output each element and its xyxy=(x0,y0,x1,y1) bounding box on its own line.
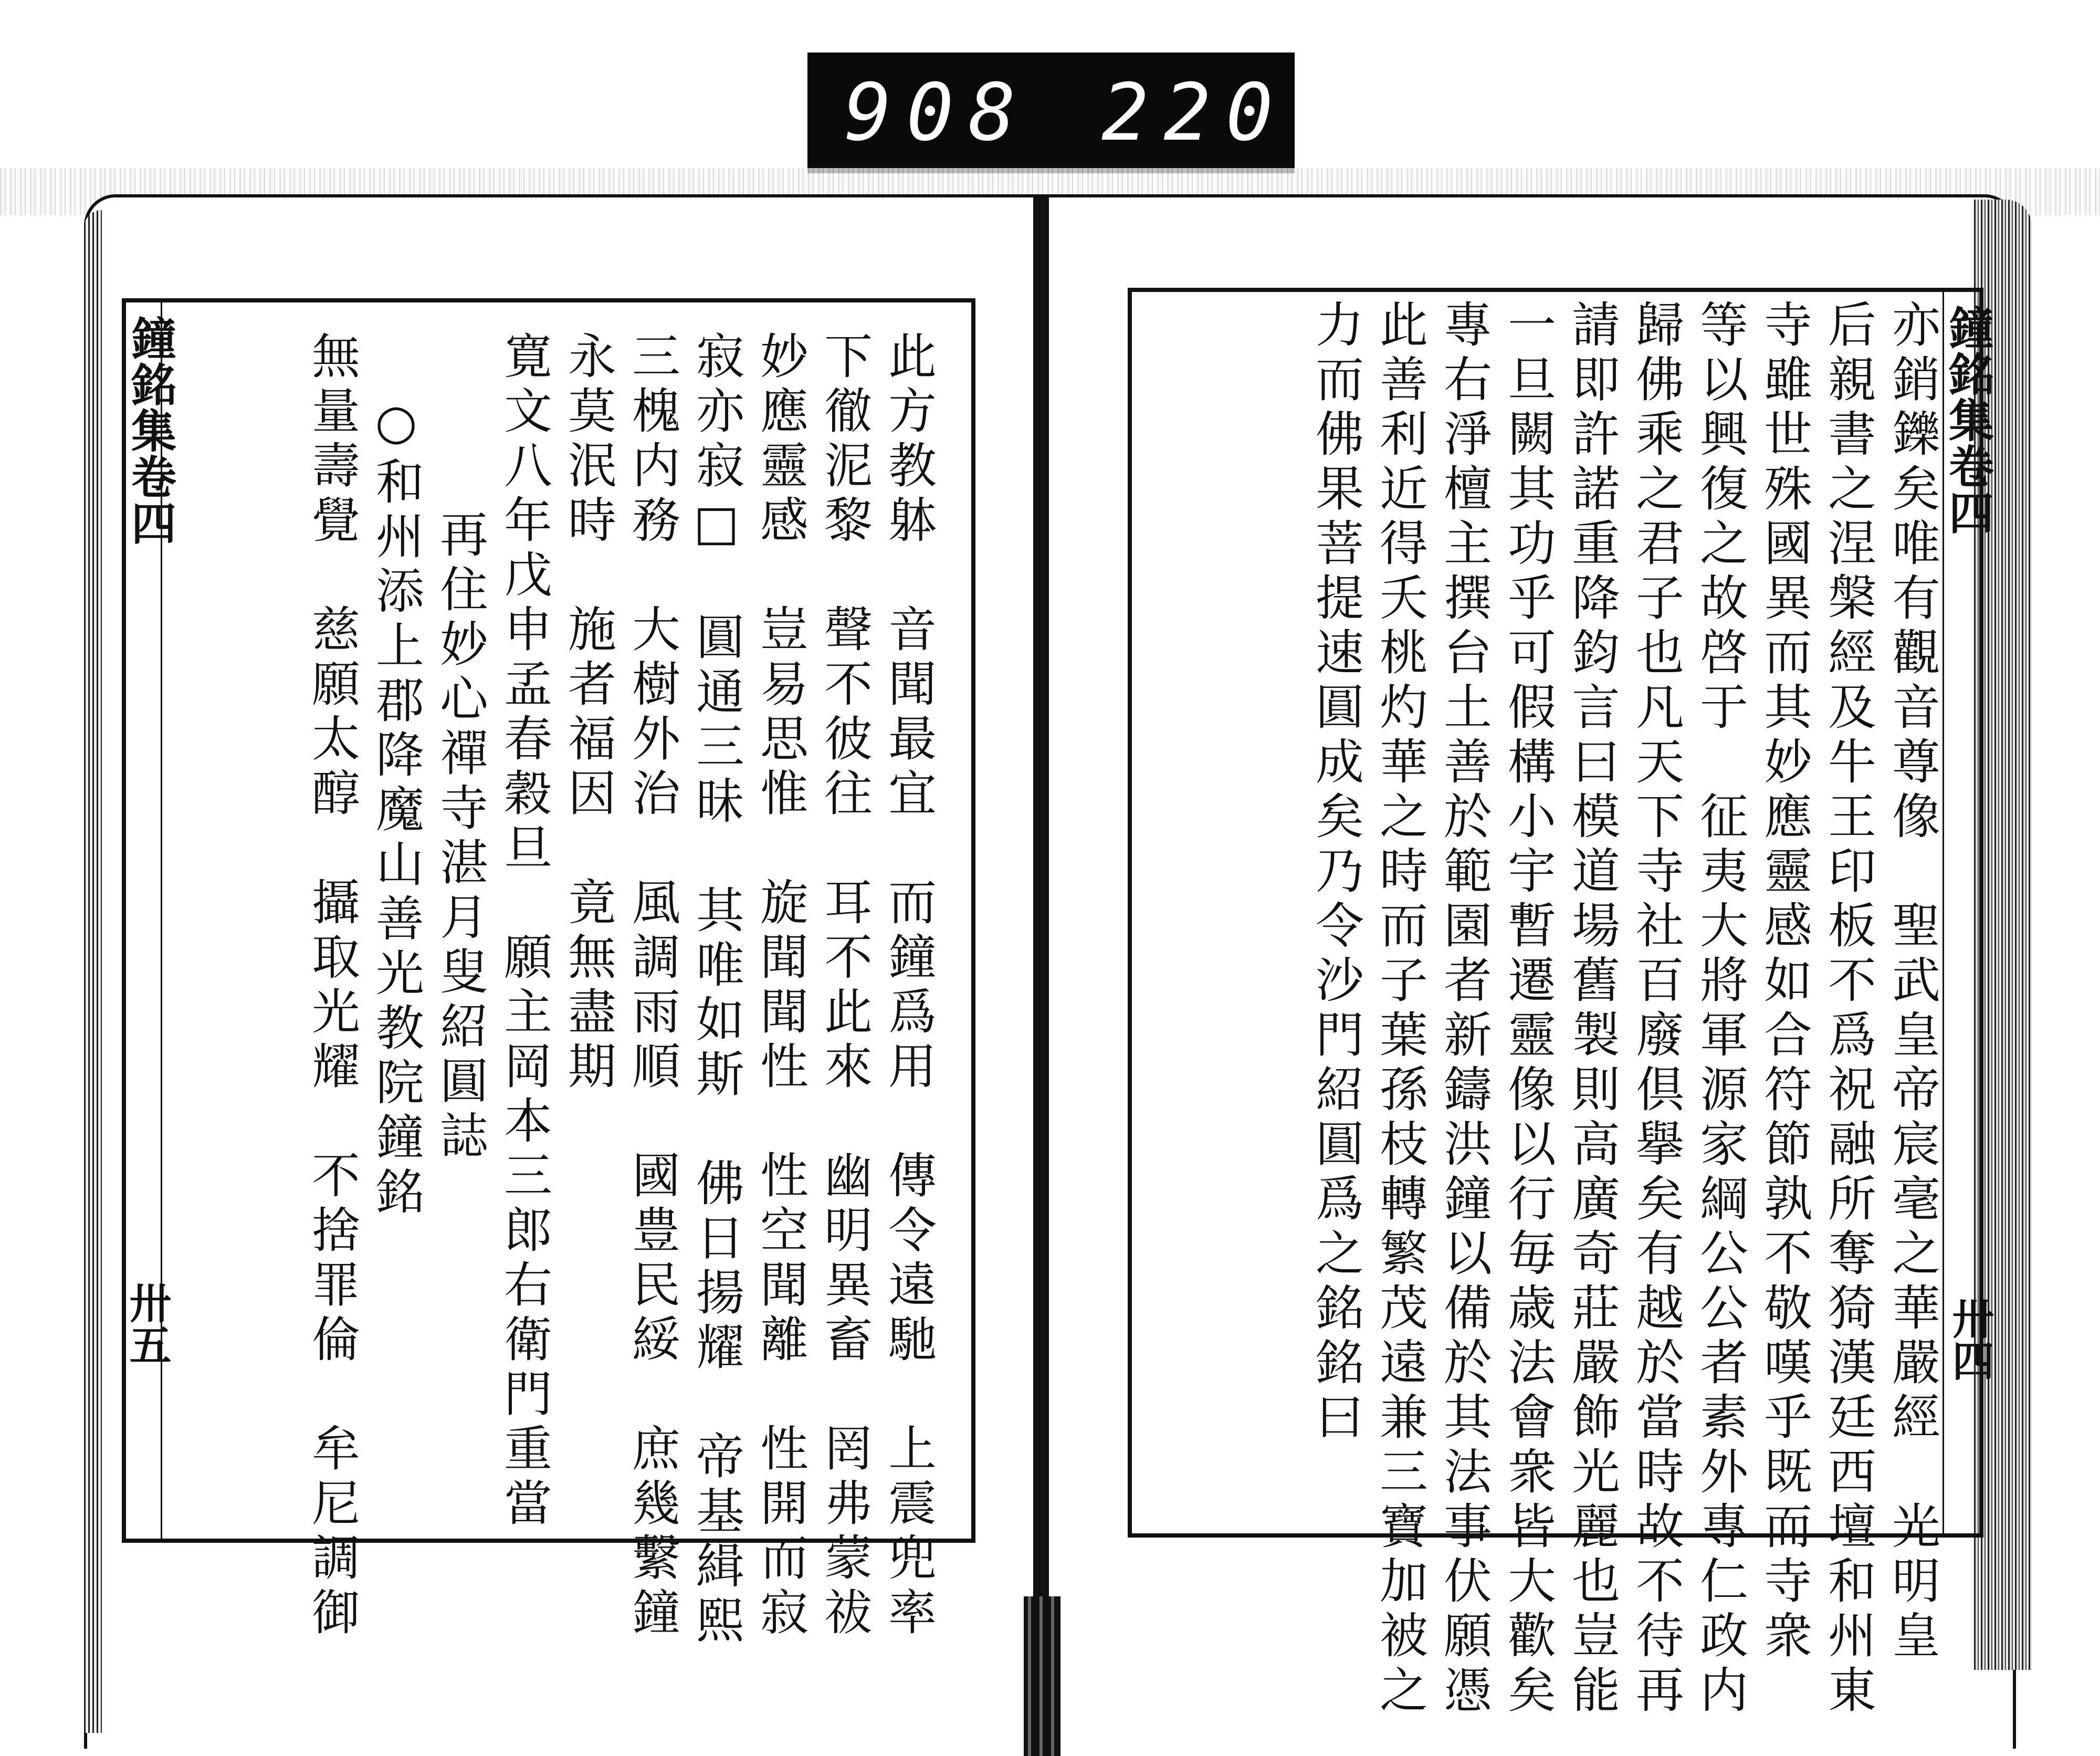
text-column: 亦銷鑠矣唯有觀音尊像 聖武皇帝宸毫之華嚴經 光明皇 xyxy=(1884,299,1940,1665)
text-column: 寂亦寂□ 圓通三昧 其唯如斯 佛日揚耀 帝基緝熙 xyxy=(688,331,744,1649)
frame-number: 220. xyxy=(1101,67,1350,159)
text-column: 后親書之涅槃經及牛王印板不爲祝融所奪猗漢廷西壇和州東 xyxy=(1820,299,1876,1719)
text-column: 妙應靈感 豈易思惟 旋聞聞性 性空聞離 性開而寂 xyxy=(752,331,808,1642)
author-column: 再住妙心禪寺湛月叟紹圓誌 xyxy=(432,509,488,1165)
inscription-heading: ○和州添上郡降魔山善光教院鐘銘 xyxy=(368,394,424,1221)
text-column: 下徹泥黎 聲不彼往 耳不此來 幽明異畜 罔弗蒙祓 xyxy=(816,331,873,1642)
reel-number: 908 xyxy=(844,67,1031,159)
text-column: 等以興復之故啓于 征夷大將軍源家綱公公者素外專仁政内 xyxy=(1692,299,1748,1719)
left-text-columns xyxy=(155,331,937,1649)
text-column: 無量壽覺 慈願太醇 攝取光耀 不捨罪倫 牟尼調御 xyxy=(304,331,360,1642)
text-column: 三槐内務 大樹外治 風調雨順 國豊民綏 庶幾繫鐘 xyxy=(624,331,680,1642)
text-column: 力而佛果菩提速圓成矣乃令沙門紹圓爲之銘銘曰 xyxy=(1308,299,1364,1446)
film-frame-counter xyxy=(807,53,1350,173)
right-running-title: 鐘銘集卷四 xyxy=(1941,305,1994,536)
spine-binding-tab xyxy=(1024,1596,1060,1756)
text-column: 一旦闕其功乎可假構小宇暫遷靈像以行毎歳法會衆皆大歡矣 xyxy=(1500,299,1556,1719)
right-text-columns xyxy=(1138,299,1940,1719)
right-folio-number: 卅四 xyxy=(1945,1297,1994,1381)
text-column: 請即許諾重降鈞言曰模道場舊製則高廣奇莊嚴飾光麗也豈能 xyxy=(1564,299,1620,1719)
text-column: 此善利近得夭桃灼華之時而子葉孫枝轉繁茂遠兼三寶加被之 xyxy=(1372,299,1428,1719)
text-column: 專右淨檀主撰台土善於範園者新鑄洪鐘以備於其法事伏願憑 xyxy=(1436,299,1492,1719)
text-column: 永莫泯時 施者福因 竟無盡期 xyxy=(560,331,616,1095)
left-page-edge xyxy=(84,210,102,1733)
text-column: 此方教躰 音聞最宜 而鐘爲用 傳令遠馳 上震兜率 xyxy=(880,331,937,1642)
text-column: 歸佛乘之君子也凡天下寺社百廢倶擧矣有越於當時故不待再 xyxy=(1628,299,1684,1719)
date-column: 寛文八年戊申孟春穀旦 願主岡本三郎右衛門重當 xyxy=(496,331,552,1532)
text-column: 寺雖世殊國異而其妙應靈感如合符節孰不敬嘆乎既而寺衆 xyxy=(1756,299,1812,1665)
left-folio-number: 卅五 xyxy=(122,1281,172,1365)
left-running-title: 鐘銘集卷四 xyxy=(123,315,176,546)
book-spine xyxy=(1033,194,1049,1756)
